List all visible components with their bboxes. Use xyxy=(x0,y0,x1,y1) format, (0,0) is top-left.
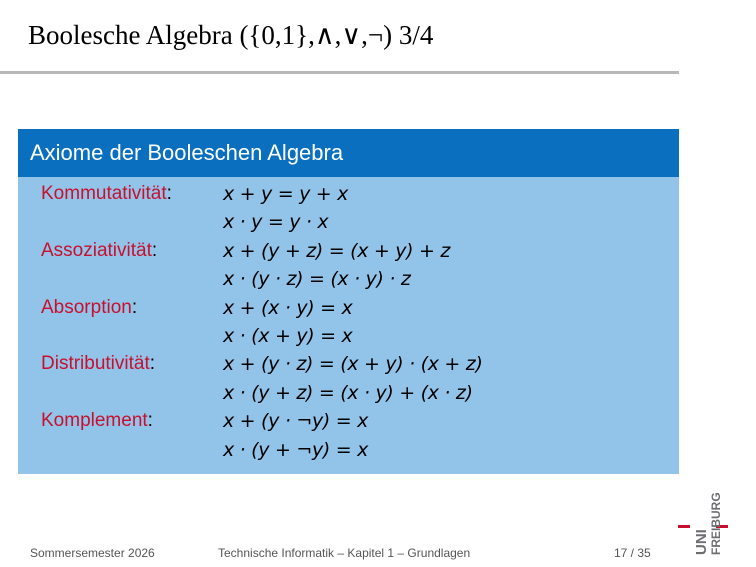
axiom-label: Kommutativität xyxy=(41,183,167,204)
logo-text-freiburg: FREIBURG xyxy=(709,492,723,555)
axiom-colon: : xyxy=(151,239,158,261)
axiom-row xyxy=(18,353,679,381)
axiom-equation: x · (x + y) = x xyxy=(223,324,353,347)
axiom-row xyxy=(18,268,679,296)
footer-course: Technische Informatik – Kapitel 1 – Grundlagen xyxy=(218,546,471,560)
axiom-row xyxy=(18,211,679,239)
axiom-label: Assoziativität xyxy=(41,239,152,261)
axiom-equation: x + (y · ¬y) = x xyxy=(223,410,369,433)
title-divider xyxy=(0,71,679,74)
logo-text-uni: UNI xyxy=(693,529,710,555)
axiom-row xyxy=(18,240,679,268)
axiom-equation: x + y = y + x xyxy=(223,183,349,205)
university-logo xyxy=(678,476,728,556)
axiom-row xyxy=(18,183,679,211)
axiom-equation: x + (x · y) = x xyxy=(223,296,353,319)
footer-page-number: 17 / 35 xyxy=(614,546,651,560)
axiom-label: Distributivität xyxy=(41,353,150,375)
axiom-row xyxy=(18,382,679,410)
axiom-row xyxy=(18,410,679,438)
block-title: Axiome der Booleschen Algebra xyxy=(18,129,679,177)
axioms-block xyxy=(18,129,679,474)
axiom-colon: : xyxy=(149,353,156,375)
axiom-label: Absorption xyxy=(41,296,132,318)
axiom-equation: x · (y + z) = (x · y) + (x · z) xyxy=(223,381,473,404)
axiom-row xyxy=(18,297,679,325)
axiom-row xyxy=(18,439,679,467)
axiom-equation: x · (y · z) = (x · y) · z xyxy=(223,268,411,291)
axiom-colon: : xyxy=(166,183,172,204)
footer-semester: Sommersemester 2026 xyxy=(30,546,155,560)
slide-title: Boolesche Algebra ({0,1},∧,∨,¬) 3/4 xyxy=(28,20,434,50)
axiom-equation: x · (y + ¬y) = x xyxy=(223,438,369,461)
axiom-label: Komplement xyxy=(41,410,148,432)
logo-accent-bar xyxy=(678,525,690,528)
axiom-list xyxy=(18,183,679,467)
axiom-colon: : xyxy=(147,410,153,432)
axiom-equation: x + (y · z) = (x + y) · (x + z) xyxy=(223,353,483,376)
axiom-equation: x + (y + z) = (x + y) + z xyxy=(223,239,451,262)
axiom-row xyxy=(18,325,679,353)
axiom-colon: : xyxy=(131,296,138,318)
axiom-equation: x · y = y · x xyxy=(223,211,329,234)
